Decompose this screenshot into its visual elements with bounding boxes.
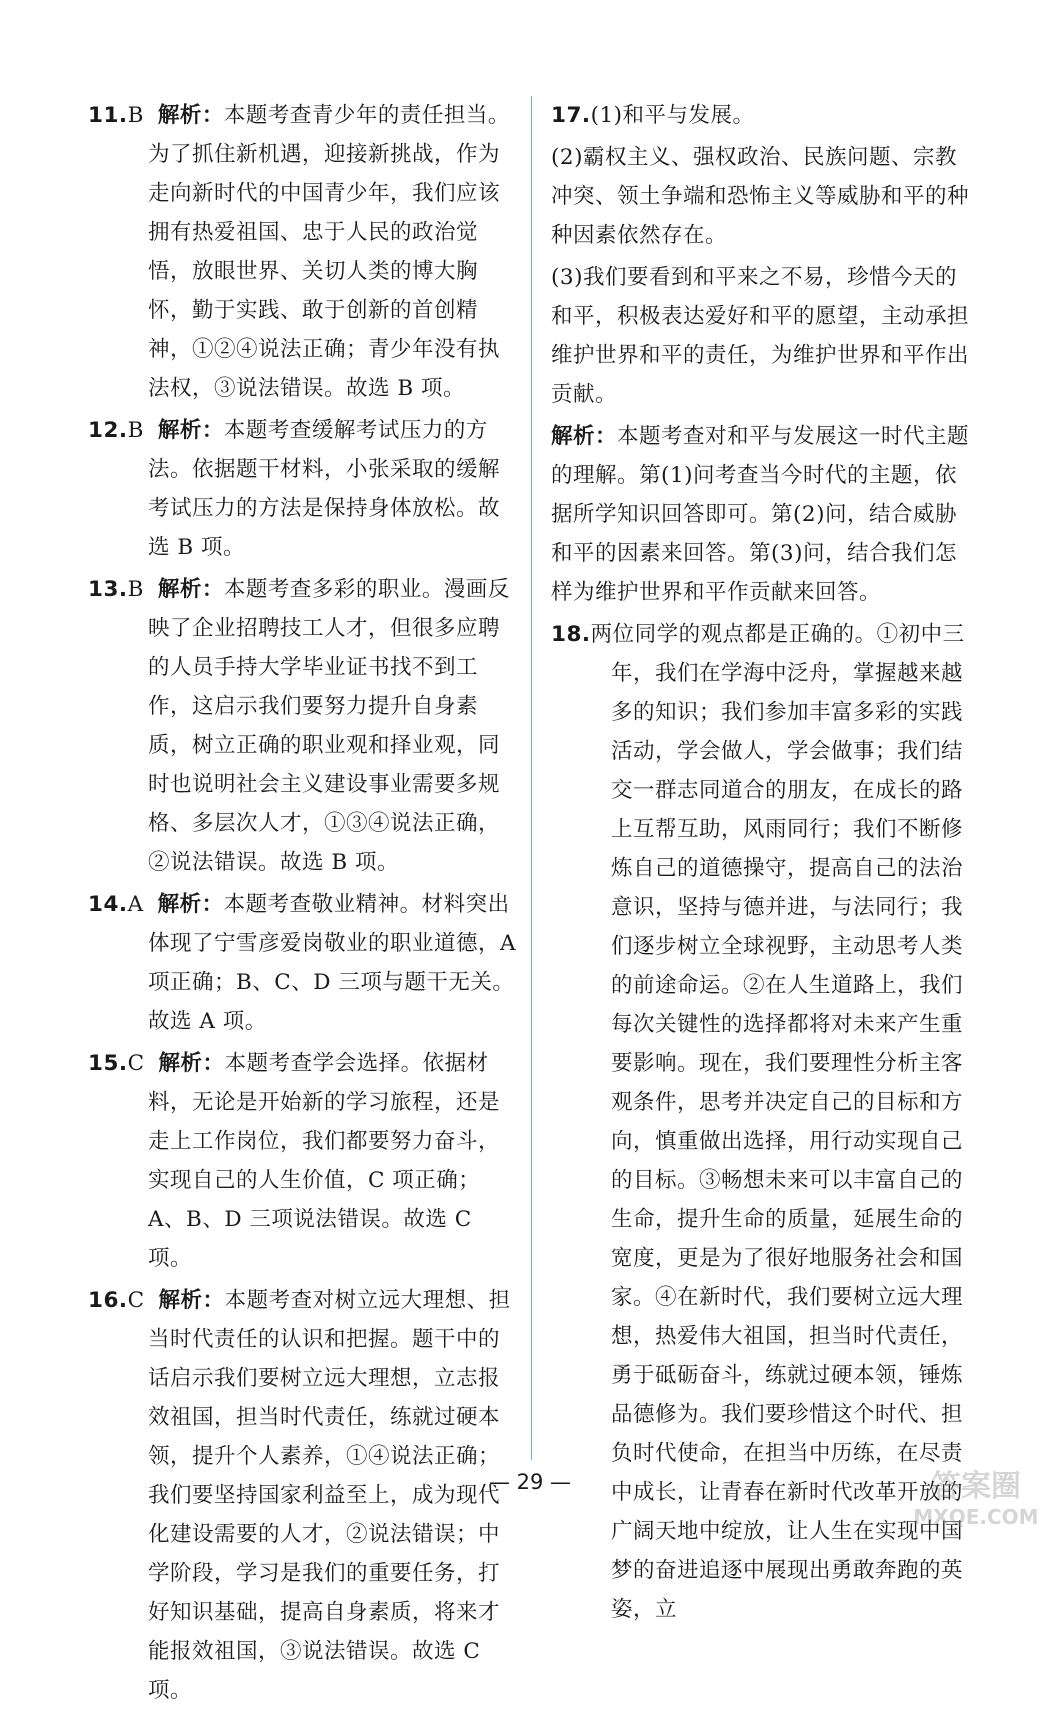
watermark-text: MXQE.COM	[913, 1505, 1039, 1529]
analysis-label: 解析：	[157, 103, 224, 128]
answer-item-14	[88, 885, 518, 1041]
answer-item-16	[88, 1281, 518, 1710]
question-number: 17.	[551, 103, 591, 128]
analysis-text: 本题考查青少年的责任担当。为了抓住新机遇，迎接新挑战，作为走向新时代的中国青少年，我们应该拥有热爱祖国、忠于人民的政治觉悟，放眼世界、关切人类的博大胸怀，勤于实践、敢于创新的首创精神，①②④说法正确；青少年没有执法权，③说法错误。故选 B 项。	[148, 103, 510, 401]
answer-text: (1)和平与发展。	[590, 103, 755, 128]
analysis-label: 解析：	[157, 577, 224, 602]
page-number: — 29 —	[488, 1470, 572, 1494]
answer-text: 两位同学的观点都是正确的。①初中三年，我们在学海中泛舟，掌握越来越多的知识；我们参加丰富多彩的实践活动，学会做人，学会做事；我们结交一群志同道合的朋友，在成长的路上互帮互助，风雨同行；我们不断修炼自己的道德操守，提高自己的法治意识，坚持与德并进，与法同行；我们逐步树立全球视野，主动思考人类的前途命运。②在人生道路上，我们每次关键性的选择都将对未来产生重要影响。现在，我们要理性分析主客观条件，思考并决定自己的目标和方向，慎重做出选择，用行动实现自己的目标。③畅想未来可以丰富自己的生命，提升生命的质量，延展生命的宽度，更是为了很好地服务社会和国家。④在新时代，我们要树立远大理想，热爱伟大祖国，担当时代责任，勇于砥砺奋斗，练就过硬本领，锤炼品德修为。我们要珍惜这个时代、担负时代使命，在担当中历练，在尽责中成长，让青春在新时代改革开放的广阔天地中绽放，让人生在实现中国梦的奋进追逐中展现出勇敢奔跑的英姿，立	[590, 622, 965, 1622]
watermark-logo	[906, 1454, 1046, 1532]
analysis-text: 本题考查学会选择。依据材料，无论是开始新的学习旅程，还是走上工作岗位，我们都要努力奋斗，实现自己的人生价值，C 项正确；A、B、D 三项说法错误。故选 C 项。	[148, 1051, 501, 1271]
answer-item-17-part-1	[551, 96, 973, 135]
analysis-text: 本题考查缓解考试压力的方法。依据题干材料，小张采取的缓解考试压力的方法是保持身体放松。故选 B 项。	[148, 418, 501, 560]
analysis-label: 解析：	[551, 424, 618, 449]
answer-item-17-part-3: (3)我们要看到和平来之不易，珍惜今天的和平，积极表达爱好和平的愿望，主动承担维护世界和平的责任，为维护世界和平作出贡献。	[551, 265, 970, 407]
answer-item-17-part-2: (2)霸权主义、强权政治、民族问题、宗教冲突、领土争端和恐怖主义等威胁和平的种种因素依然存在。	[551, 145, 970, 248]
question-number: 15.	[88, 1051, 128, 1076]
answer-choice: C	[127, 1288, 145, 1313]
analysis-label: 解析：	[158, 1288, 225, 1313]
answer-choice: C	[127, 1051, 145, 1076]
answer-choice: B	[127, 418, 144, 443]
question-number: 18.	[551, 622, 591, 647]
analysis-text: 本题考查多彩的职业。漫画反映了企业招聘技工人才，但很多应聘的人员手持大学毕业证书找不到工作，这启示我们要努力提升自身素质，树立正确的职业观和择业观，同时也说明社会主义建设事业需要多规格、多层次人才，①③④说法正确，②说法错误。故选 B 项。	[148, 577, 510, 875]
svg-text:答案圈: 答案圈	[931, 1469, 1021, 1504]
answer-choice: A	[127, 892, 144, 917]
answer-item-17-analysis	[551, 417, 973, 612]
question-number: 14.	[88, 892, 128, 917]
question-number: 13.	[88, 577, 128, 602]
column-divider	[531, 96, 532, 1460]
analysis-label: 解析：	[157, 418, 224, 443]
analysis-text: 本题考查对和平与发展这一时代主题的理解。第(1)问考查当今时代的主题，依据所学知识回答即可。第(2)问，结合威胁和平的因素来回答。第(3)问，结合我们怎样为维护世界和平作贡献来回答。	[551, 424, 970, 605]
question-number: 16.	[88, 1288, 128, 1313]
answer-choice: B	[127, 103, 144, 128]
question-number: 11.	[88, 103, 128, 128]
answer-item-12	[88, 411, 518, 567]
answer-item-13	[88, 570, 518, 882]
answer-item-15	[88, 1044, 518, 1278]
analysis-label: 解析：	[158, 1051, 225, 1076]
question-number: 12.	[88, 418, 128, 443]
answer-item-11	[88, 96, 518, 408]
answer-choice: B	[127, 577, 144, 602]
analysis-text: 本题考查对树立远大理想、担当时代责任的认识和把握。题干中的话启示我们要树立远大理想，立志报效祖国，担当时代责任，练就过硬本领，提升个人素养，①④说法正确；我们要坚持国家利益至上，成为现代化建设需要的人才，②说法错误；中学阶段，学习是我们的重要任务，打好知识基础，提高自身素质，将来才能报效祖国，③说法错误。故选 C 项。	[148, 1288, 511, 1703]
analysis-text: 本题考查敬业精神。材料突出体现了宁雪彦爱岗敬业的职业道德，A 项正确；B、C、D 三项与题干无关。故选 A 项。	[148, 892, 517, 1034]
analysis-label: 解析：	[157, 892, 224, 917]
right-column	[551, 96, 973, 1632]
